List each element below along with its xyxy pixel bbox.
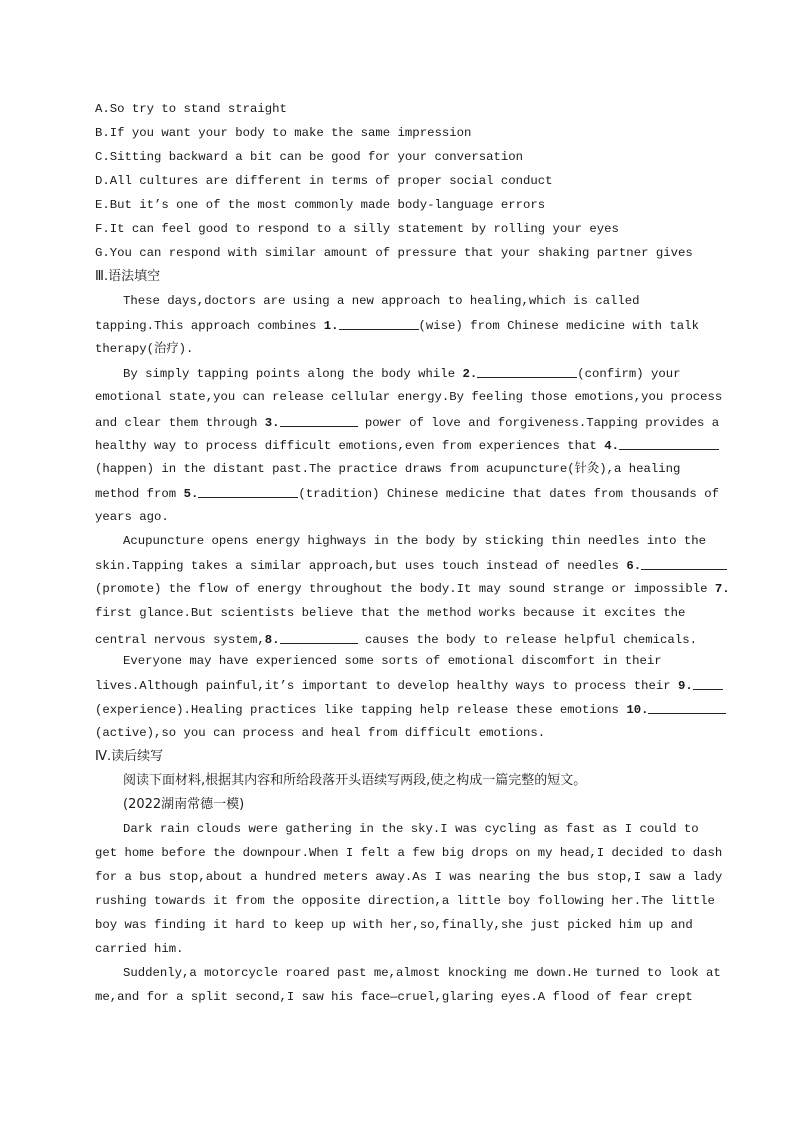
question-number: 2. [462,367,478,381]
story-line: me,and for a split second,I saw his face—cruel,glaring eyes.A flood of fear crept [95,990,693,1004]
question-number: 9. [677,679,693,693]
question-number: 4. [604,439,619,453]
paragraph-line: method from 5. (tradition) Chinese medicine that dates from thousands of [95,487,719,501]
paragraph-line: lives.Although painful,it’s important to develop healthy ways to process their 9. [95,677,723,694]
story-line: carried him. [95,942,184,956]
option-b: B.If you want your body to make the same impression [95,126,472,140]
paragraph-line: and clear them through 3. power of love and forgiveness.Tapping provides a [95,416,720,430]
option-a: A.So try to stand straight [95,102,287,116]
answer-blank[interactable] [693,677,723,690]
answer-blank[interactable] [477,365,577,378]
answer-blank[interactable] [648,701,726,714]
paragraph-line: first glance.But scientists believe that the method works because it excites the [95,606,686,620]
option-e: E.But it’s one of the most commonly made body-language errors [95,198,546,212]
answer-blank[interactable] [280,631,358,644]
source-note: (2022湖南常德一模) [123,797,245,812]
paragraph-line: emotional state,you can release cellular energy.By feeling those emotions,you process [95,390,723,404]
paragraph-line: healthy way to process difficult emotions,even from experiences that 4. [95,437,719,454]
section-heading-grammar: Ⅲ.语法填空 [95,269,161,284]
paragraph-line: (active),so you can process and heal from difficult emotions. [95,726,546,740]
story-line: rushing towards it from the opposite direction,a little boy following her.The little [95,894,715,908]
paragraph-line: years ago. [95,510,169,524]
paragraph-line: skin.Tapping takes a similar approach,but uses touch instead of needles 6. [95,557,727,574]
question-number: 8. [264,633,280,647]
question-number: 1. [323,319,339,333]
answer-blank[interactable] [198,485,298,498]
story-line: boy was finding it hard to keep up with her,so,finally,she just picked him up and [95,918,693,932]
section-heading-continuation-writing: Ⅳ.读后续写 [95,749,164,764]
paragraph-line: central nervous system,8. causes the body to release helpful chemicals. [95,633,697,647]
story-line: Suddenly,a motorcycle roared past me,almost knocking me down.He turned to look at [123,966,721,980]
option-g: G.You can respond with similar amount of pressure that your shaking partner gives [95,246,693,260]
option-f: F.It can feel good to respond to a silly statement by rolling your eyes [95,222,619,236]
paragraph-line: These days,doctors are using a new approach to healing,which is called [123,294,640,308]
story-line: get home before the downpour.When I felt a few big drops on my head,I decided to dash [95,846,723,860]
paragraph-line: (happen) in the distant past.The practice draws from acupuncture(针灸),a healing [95,462,681,476]
paragraph-line: therapy(治疗). [95,342,194,356]
paragraph-line: Acupuncture opens energy highways in the body by sticking thin needles into the [123,534,706,548]
answer-blank[interactable] [280,414,358,427]
paragraph-line: tapping.This approach combines 1. (wise) from Chinese medicine with talk [95,319,699,333]
paragraph-line: (experience).Healing practices like tapping help release these emotions 10. [95,701,726,718]
paragraph-line: (promote) the flow of energy throughout the body.It may sound strange or impossible 7. [95,582,730,596]
question-number: 6. [626,559,642,573]
paragraph-line: Everyone may have experienced some sorts of emotional discomfort in their [123,654,662,668]
story-line: Dark rain clouds were gathering in the sky.I was cycling as fast as I could to [123,822,699,836]
instruction-text: 阅读下面材料,根据其内容和所给段落开头语续写两段,使之构成一篇完整的短文。 [123,773,587,788]
paragraph-line: By simply tapping points along the body while 2. (confirm) your [123,367,681,381]
option-d: D.All cultures are different in terms of proper social conduct [95,174,553,188]
answer-blank[interactable] [619,437,719,450]
answer-blank[interactable] [339,317,419,330]
option-c: C.Sitting backward a bit can be good for your conversation [95,150,524,164]
answer-blank[interactable] [641,557,727,570]
question-number: 7. [714,582,730,596]
story-line: for a bus stop,about a hundred meters away.As I was nearing the bus stop,I saw a lady [95,870,723,884]
question-number: 5. [183,487,199,501]
question-number: 3. [264,416,280,430]
question-number: 10. [626,703,649,717]
